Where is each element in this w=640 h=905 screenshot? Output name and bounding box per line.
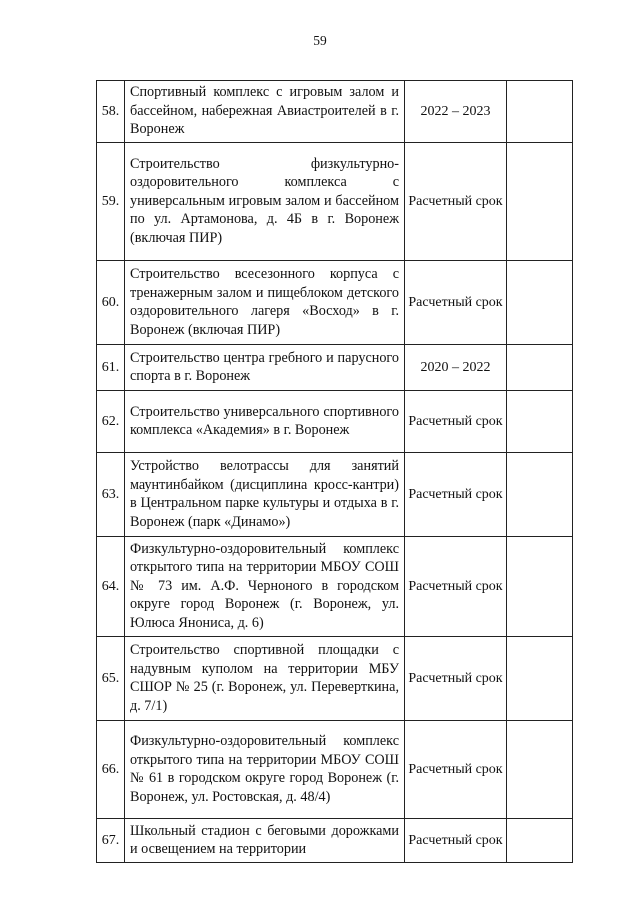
row-term: Расчетный срок	[405, 721, 507, 819]
row-number: 61.	[97, 345, 125, 391]
table-row	[97, 143, 573, 261]
table-row	[97, 391, 573, 453]
row-description: Строительство всесезонного корпуса с тренажерным залом и пищеблоком детского оздоровительного лагеря «Восход» в г. Воронеж (включая ПИР)	[125, 261, 405, 345]
row-term: Расчетный срок	[405, 637, 507, 721]
row-number: 60.	[97, 261, 125, 345]
row-description: Строительство физкультурно-оздоровительного комплекса с универсальным игровым залом и бассейном по ул. Артамонова, д. 4Б в г. Воронеж (включая ПИР)	[125, 143, 405, 261]
row-term: 2022 – 2023	[405, 81, 507, 143]
row-empty-cell	[507, 143, 573, 261]
table-row	[97, 453, 573, 537]
row-number: 65.	[97, 637, 125, 721]
row-empty-cell	[507, 721, 573, 819]
row-empty-cell	[507, 537, 573, 637]
row-number: 66.	[97, 721, 125, 819]
row-number: 62.	[97, 391, 125, 453]
table-row	[97, 637, 573, 721]
row-empty-cell	[507, 637, 573, 721]
row-number: 64.	[97, 537, 125, 637]
row-description: Строительство центра гребного и парусного спорта в г. Воронеж	[125, 345, 405, 391]
row-description: Устройство велотрассы для занятий маунтинбайком (дисциплина кросс-кантри) в Центральном парке культуры и отдыха в г. Воронеж (парк «Динамо»)	[125, 453, 405, 537]
row-empty-cell	[507, 261, 573, 345]
page-number: 59	[313, 33, 327, 48]
row-description: Спортивный комплекс с игровым залом и бассейном, набережная Авиастроителей в г. Воронеж	[125, 81, 405, 143]
table-row	[97, 81, 573, 143]
row-description: Школьный стадион с беговыми дорожками и освещением на территории	[125, 819, 405, 863]
row-term: Расчетный срок	[405, 391, 507, 453]
row-empty-cell	[507, 819, 573, 863]
row-number: 63.	[97, 453, 125, 537]
table-row	[97, 261, 573, 345]
row-term: Расчетный срок	[405, 819, 507, 863]
table-row	[97, 345, 573, 391]
row-description: Строительство спортивной площадки с надувным куполом на территории МБУ СШОР № 25 (г. Воронеж, ул. Переверткина, д. 7/1)	[125, 637, 405, 721]
row-number: 59.	[97, 143, 125, 261]
objects-table	[96, 80, 573, 863]
row-number: 58.	[97, 81, 125, 143]
row-term: Расчетный срок	[405, 261, 507, 345]
table-row	[97, 537, 573, 637]
row-description: Физкультурно-оздоровительный комплекс открытого типа на территории МБОУ СОШ № 61 в городском округе город Воронеж (г. Воронеж, ул. Ростовская, д. 48/4)	[125, 721, 405, 819]
row-term: Расчетный срок	[405, 537, 507, 637]
row-description: Физкультурно-оздоровительный комплекс открытого типа на территории МБОУ СОШ № 73 им. А.Ф. Черноного в городском округе город Воронеж (г. Воронеж, ул. Юлюса Янониса, д. 6)	[125, 537, 405, 637]
row-empty-cell	[507, 453, 573, 537]
row-empty-cell	[507, 391, 573, 453]
row-description: Строительство универсального спортивного комплекса «Академия» в г. Воронеж	[125, 391, 405, 453]
row-term: Расчетный срок	[405, 143, 507, 261]
row-empty-cell	[507, 345, 573, 391]
row-number: 67.	[97, 819, 125, 863]
row-term: 2020 – 2022	[405, 345, 507, 391]
table-row	[97, 721, 573, 819]
row-term: Расчетный срок	[405, 453, 507, 537]
table-row	[97, 819, 573, 863]
row-empty-cell	[507, 81, 573, 143]
